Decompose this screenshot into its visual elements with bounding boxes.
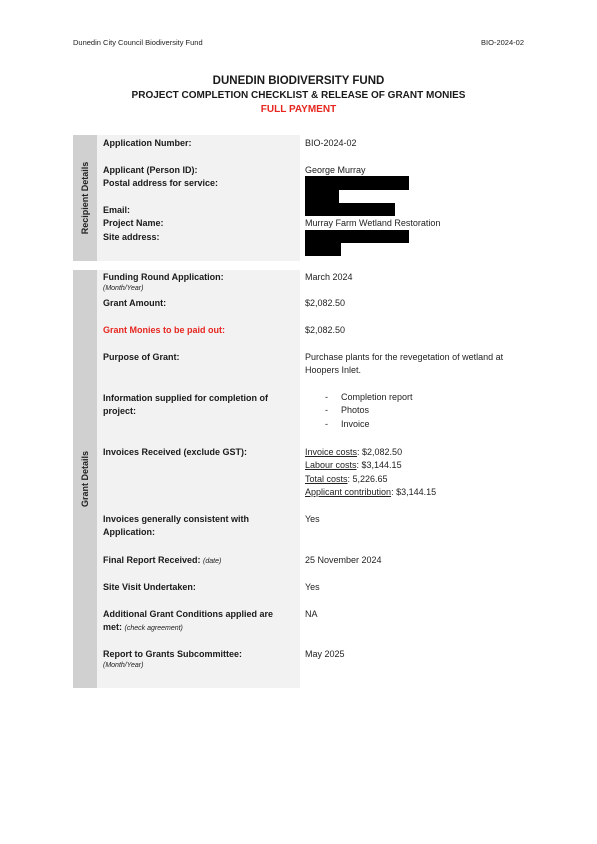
redacted-email <box>305 203 395 216</box>
site-visit-label: Site Visit Undertaken: <box>103 582 196 592</box>
purpose-label: Purpose of Grant: <box>103 352 180 362</box>
redacted-postal-address-line2 <box>305 190 339 203</box>
funding-round-value: March 2024 <box>305 272 353 282</box>
labour-costs-line: Labour costs: $3,144.15 <box>305 460 402 470</box>
report-subcommittee-sublabel: (Month/Year) <box>103 662 144 669</box>
site-visit-value: Yes <box>305 582 320 592</box>
grant-monies-paid-label: Grant Monies to be paid out: <box>103 325 225 335</box>
grant-amount-value: $2,082.50 <box>305 298 346 308</box>
document-subtitle: PROJECT COMPLETION CHECKLIST & RELEASE OF GRANT MONIES <box>131 90 466 101</box>
invoices-received-label: Invoices Received (exclude GST): <box>103 447 248 457</box>
funding-round-label: Funding Round Application: (Month/Year) <box>103 271 293 293</box>
grant-conditions-value: NA <box>305 609 318 619</box>
grant-details-heading: Grant Details <box>80 450 90 508</box>
recipient-details-band <box>73 135 97 261</box>
list-bullet: - <box>325 419 328 429</box>
grant-amount-label: Grant Amount: <box>103 298 167 308</box>
final-report-label: Final Report Received: (date) <box>103 555 222 565</box>
grant-monies-paid-value: $2,082.50 <box>305 325 346 335</box>
total-costs-line: Total costs: 5,226.65 <box>305 474 388 484</box>
applicant-value: George Murray <box>305 165 366 175</box>
invoices-consistent-value: Yes <box>305 514 320 524</box>
info-item-invoice: Invoice <box>341 419 370 429</box>
email-label: Email: <box>103 205 131 215</box>
title-block <box>0 74 597 116</box>
report-subcommittee-label: Report to Grants Subcommittee: (Month/Year) <box>103 648 293 670</box>
purpose-value: Purchase plants for the revegetation of wetland at Hoopers Inlet. <box>305 352 504 376</box>
project-name-value: Murray Farm Wetland Restoration <box>305 218 441 228</box>
redacted-postal-address <box>305 176 409 190</box>
postal-address-label: Postal address for service: <box>103 178 219 188</box>
grant-conditions-sublabel: (check agreement) <box>124 625 183 632</box>
final-report-sublabel: (date) <box>203 558 222 565</box>
grant-details-band <box>73 270 97 688</box>
invoices-consistent-label: Invoices generally consistent with Application: <box>103 514 250 537</box>
application-number-label: Application Number: <box>103 138 192 148</box>
applicant-contribution-line: Applicant contribution: $3,144.15 <box>305 487 437 497</box>
header-reference: BIO-2024-02 <box>481 38 524 47</box>
site-address-label: Site address: <box>103 232 160 242</box>
payment-type: FULL PAYMENT <box>260 104 337 115</box>
list-bullet: - <box>325 392 328 402</box>
grant-conditions-label: Additional Grant Conditions applied are met: (check agreement) <box>103 609 274 632</box>
invoice-costs-line: Invoice costs: $2,082.50 <box>305 447 403 457</box>
info-item-photos: Photos <box>341 405 370 415</box>
application-number-value: BIO-2024-02 <box>305 138 357 148</box>
project-name-label: Project Name: <box>103 218 164 228</box>
info-item-completion-report: Completion report <box>341 392 413 402</box>
funding-round-sublabel: (Month/Year) <box>103 285 144 292</box>
redacted-site-address-line2 <box>305 243 341 256</box>
header-council-name: Dunedin City Council Biodiversity Fund <box>73 38 203 47</box>
redacted-site-address <box>305 230 409 243</box>
information-supplied-label: Information supplied for completion of project: <box>103 393 268 416</box>
recipient-details-heading: Recipient Details <box>80 161 90 235</box>
applicant-label: Applicant (Person ID): <box>103 165 198 175</box>
final-report-value: 25 November 2024 <box>305 555 382 565</box>
list-bullet: - <box>325 405 328 415</box>
document-title: DUNEDIN BIODIVERSITY FUND <box>212 75 385 87</box>
report-subcommittee-value: May 2025 <box>305 649 345 659</box>
